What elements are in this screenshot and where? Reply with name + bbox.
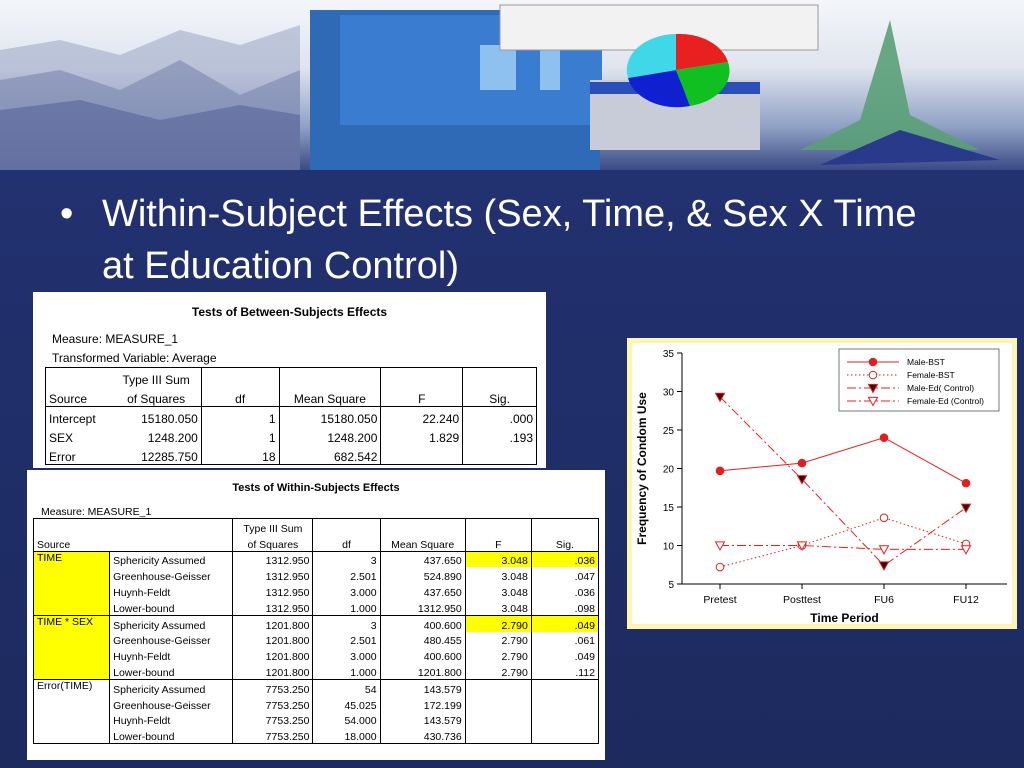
cell-f: 2.790 <box>465 663 531 679</box>
cell-ss: 7753.250 <box>233 712 313 728</box>
cell-ss: 12285.750 <box>141 450 198 464</box>
cell-f: 2.790 <box>465 615 531 631</box>
cell-ss: 1201.800 <box>233 663 313 679</box>
x-tick-label: Posttest <box>783 594 821 606</box>
cell-sig <box>463 445 537 465</box>
cell-test: Sphericity Assumed <box>110 615 233 631</box>
cell-f: 2.790 <box>465 647 531 663</box>
y-tick-label: 15 <box>662 503 674 514</box>
within-subjects-panel <box>27 470 605 760</box>
between-subjects-panel <box>33 292 546 468</box>
y-tick-label: 5 <box>668 580 674 591</box>
y-tick-label: 20 <box>662 464 674 476</box>
cell-ms: 400.600 <box>380 615 465 631</box>
line-chart <box>632 343 1012 624</box>
cell-ms: 400.600 <box>380 647 465 663</box>
cell-ss: 1201.800 <box>233 632 313 648</box>
table-row <box>34 663 599 679</box>
data-point <box>716 467 724 475</box>
data-point <box>716 563 724 571</box>
within-measure-label: Measure: MEASURE_1 <box>41 506 152 518</box>
cell-sig: .036 <box>531 551 598 567</box>
cell-source: TIME <box>34 551 110 615</box>
legend-label: Female-BST <box>907 370 955 380</box>
cell-test: Huynh-Feldt <box>110 583 233 599</box>
cell-f <box>465 712 531 728</box>
legend-label: Female-Ed (Control) <box>907 396 984 406</box>
table-row <box>34 679 599 695</box>
header-sig: Sig. <box>463 387 537 407</box>
cell-sig: .193 <box>463 426 537 445</box>
header-source: Source <box>34 535 110 551</box>
series-line <box>720 397 966 566</box>
cell-ss: 1201.800 <box>233 647 313 663</box>
cell-f <box>465 679 531 695</box>
cell-source: Error <box>49 450 76 464</box>
cell-df: 45.025 <box>313 696 380 712</box>
cell-ss: 1248.200 <box>147 431 198 445</box>
cell-test: Greenhouse-Geisser <box>110 696 233 712</box>
table-row <box>34 551 599 567</box>
table-row <box>34 567 599 583</box>
between-table-title: Tests of Between-Subjects Effects <box>191 305 388 319</box>
table-row <box>34 727 599 743</box>
table-row <box>34 583 599 599</box>
cell-df: 1 <box>201 426 279 445</box>
cell-sig: .049 <box>531 615 598 631</box>
cell-ss: 7753.250 <box>233 696 313 712</box>
cell-ms: 1201.800 <box>380 663 465 679</box>
legend-marker <box>869 371 877 379</box>
cell-test: Huynh-Feldt <box>110 647 233 663</box>
table-row <box>34 696 599 712</box>
cell-ms: 15180.050 <box>279 407 381 427</box>
header-ss-line1: Type III Sum <box>122 373 190 387</box>
cell-ms: 1312.950 <box>380 599 465 615</box>
cell-df: 2.501 <box>313 567 380 583</box>
cell-df: 1 <box>201 407 279 427</box>
data-point <box>798 459 806 467</box>
legend-marker <box>869 358 877 366</box>
cell-test: Lower-bound <box>110 663 233 679</box>
cell-df: 2.501 <box>313 632 380 648</box>
cell-f: 22.240 <box>381 407 463 427</box>
cell-sig: .112 <box>531 663 598 679</box>
header-ss-line2: of Squares <box>233 535 313 551</box>
cell-sig: .036 <box>531 583 598 599</box>
cell-df: 18 <box>201 445 279 465</box>
y-tick-label: 25 <box>662 426 674 437</box>
cell-df: 3 <box>313 551 380 567</box>
cell-ss: 7753.250 <box>233 679 313 695</box>
header-ss-line2: of Squares <box>111 387 201 407</box>
data-point <box>880 562 889 570</box>
cell-ss: 1312.950 <box>233 599 313 615</box>
table-row <box>46 426 537 445</box>
cell-ss: 1312.950 <box>233 583 313 599</box>
cell-test: Huynh-Feldt <box>110 712 233 728</box>
legend-label: Male-BST <box>907 357 945 367</box>
y-tick-label: 10 <box>662 541 674 553</box>
data-point <box>880 514 888 522</box>
cell-f: 3.048 <box>465 567 531 583</box>
cell-df: 1.000 <box>313 663 380 679</box>
cell-df: 54.000 <box>313 712 380 728</box>
header-df: df <box>201 387 279 407</box>
cell-f: 3.048 <box>465 599 531 615</box>
series-line <box>720 518 966 567</box>
cell-test: Lower-bound <box>110 727 233 743</box>
cell-ss: 1312.950 <box>233 551 313 567</box>
cell-source: SEX <box>49 431 74 445</box>
bullet-marker: • <box>60 193 74 235</box>
data-point <box>880 546 889 554</box>
cell-source: Intercept <box>49 412 96 426</box>
chart-frame <box>627 338 1017 629</box>
cell-test: Lower-bound <box>110 599 233 615</box>
table-row <box>34 632 599 648</box>
table-row <box>34 599 599 615</box>
series-line <box>720 438 966 483</box>
cell-source: Error(TIME) <box>34 679 110 743</box>
cell-f <box>381 445 463 465</box>
cell-df: 3.000 <box>313 583 380 599</box>
header-mean-square: Mean Square <box>279 387 381 407</box>
cell-ms: 524.890 <box>380 567 465 583</box>
cell-f <box>465 727 531 743</box>
cell-sig: .049 <box>531 647 598 663</box>
cell-df: 3 <box>313 615 380 631</box>
cell-sig: .047 <box>531 567 598 583</box>
between-measure-label: Measure: MEASURE_1 <box>52 332 179 346</box>
cell-df: 3.000 <box>313 647 380 663</box>
between-transformed-label: Transformed Variable: Average <box>52 351 217 365</box>
x-axis-title: Time Period <box>810 611 879 624</box>
cell-f: 3.048 <box>465 583 531 599</box>
cell-sig: .000 <box>463 407 537 427</box>
within-subjects-table <box>33 518 599 744</box>
table-row <box>46 445 537 465</box>
cell-ms: 430.736 <box>380 727 465 743</box>
cell-ms: 143.579 <box>380 679 465 695</box>
cell-ms: 172.199 <box>380 696 465 712</box>
header-df: df <box>313 535 380 551</box>
cell-ms: 437.650 <box>380 551 465 567</box>
cell-test: Sphericity Assumed <box>110 679 233 695</box>
x-tick-label: FU6 <box>874 594 894 606</box>
x-tick-label: Pretest <box>703 594 737 606</box>
table-row <box>34 647 599 663</box>
cell-sig <box>531 712 598 728</box>
header-mean-square: Mean Square <box>380 535 465 551</box>
table-row <box>34 712 599 728</box>
cell-ss: 7753.250 <box>233 727 313 743</box>
header-f: F <box>381 387 463 407</box>
between-subjects-table <box>45 367 537 465</box>
cell-f: 3.048 <box>465 551 531 567</box>
series-line <box>720 546 966 550</box>
cell-source: TIME * SEX <box>34 615 110 679</box>
bullet-text: Within-Subject Effects (Sex, Time, & Sex X Time at Education Control) <box>102 193 917 287</box>
legend-label: Male-Ed( Control) <box>907 383 975 393</box>
cell-f: 2.790 <box>465 632 531 648</box>
cell-df: 1.000 <box>313 599 380 615</box>
y-axis-title: Frequency of Condom Use <box>635 392 649 545</box>
cell-sig <box>531 696 598 712</box>
within-table-title: Tests of Within-Subjects Effects <box>232 482 400 494</box>
y-tick-label: 35 <box>662 349 674 360</box>
table-row <box>34 615 599 631</box>
header-banner-image <box>0 0 1024 170</box>
cell-ss: 15180.050 <box>141 412 198 426</box>
cell-test: Sphericity Assumed <box>110 551 233 567</box>
cell-sig: .061 <box>531 632 598 648</box>
cell-ms: 143.579 <box>380 712 465 728</box>
cell-test: Greenhouse-Geisser <box>110 567 233 583</box>
table-row <box>46 407 537 427</box>
header-source: Source <box>46 387 112 407</box>
data-point <box>880 434 888 442</box>
data-point <box>962 479 970 487</box>
cell-ms: 480.455 <box>380 632 465 648</box>
cell-ss: 1201.800 <box>233 615 313 631</box>
header-ss-line1: Type III Sum <box>233 519 313 535</box>
cell-ms: 1248.200 <box>279 426 381 445</box>
header-f: F <box>465 535 531 551</box>
cell-ss: 1312.950 <box>233 567 313 583</box>
cell-sig <box>531 727 598 743</box>
cell-test: Greenhouse-Geisser <box>110 632 233 648</box>
x-tick-label: FU12 <box>953 594 979 606</box>
cell-f: 1.829 <box>381 426 463 445</box>
data-point <box>962 504 971 512</box>
cell-ms: 437.650 <box>380 583 465 599</box>
banner-collage-graphic <box>0 0 1024 170</box>
cell-ms: 682.542 <box>279 445 381 465</box>
cell-df: 18.000 <box>313 727 380 743</box>
cell-sig: .098 <box>531 599 598 615</box>
cell-sig <box>531 679 598 695</box>
y-tick-label: 30 <box>662 387 674 399</box>
header-sig: Sig. <box>531 535 598 551</box>
cell-f <box>465 696 531 712</box>
cell-df: 54 <box>313 679 380 695</box>
